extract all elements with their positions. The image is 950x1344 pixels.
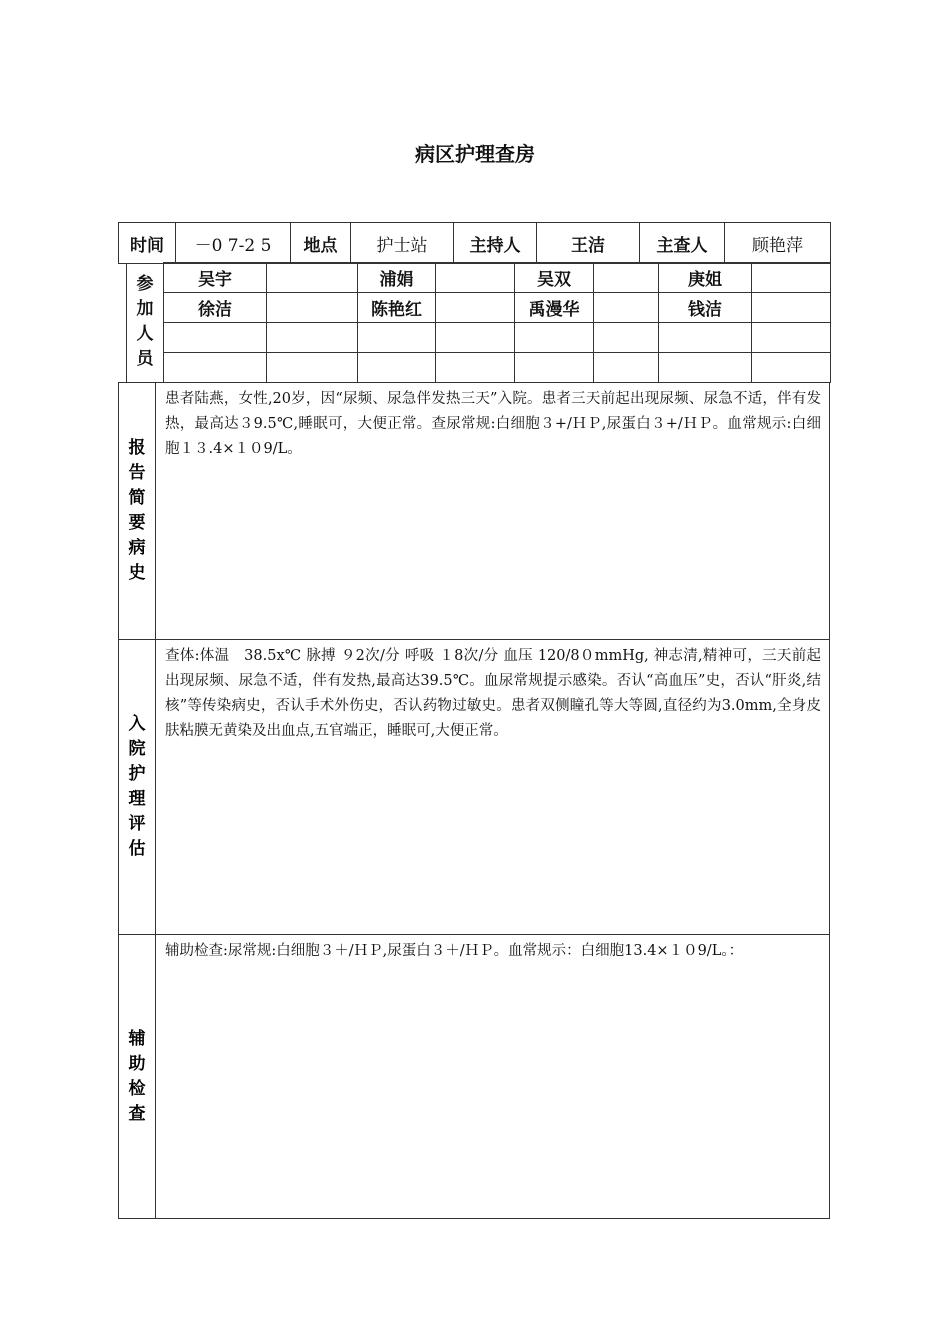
auxiliary-label-cell	[119, 935, 156, 1218]
participants-label-cell	[127, 263, 164, 383]
participant-name: 禹漫华	[515, 293, 594, 323]
inspector-value: 顾艳萍	[725, 223, 831, 264]
assessment-label-cell	[119, 640, 156, 934]
page-title: 病区护理查房	[415, 142, 535, 166]
assessment-label: 入院护理评估	[128, 714, 146, 859]
auxiliary-text: 辅助检查:尿常规:白细胞３＋/ＨＰ,尿蛋白３＋/ＨＰ。血常规示：白细胞13.4×１０9/L。：	[165, 943, 744, 959]
time-label: 时间	[119, 223, 176, 264]
history-text: 患者陆燕，女性,20岁，因“尿频、尿急伴发热三天”入院。患者三天前起出现尿频、尿急不适，伴有发热，最高达３9.5℃,睡眠可，大便正常。查尿常规:白细胞３+/ＨＰ,尿蛋白３+/ＨＰ。血常规示:白细胞１３.4×１０9/L。	[165, 391, 821, 457]
assessment-text: 查体:体温 38.5x℃ 脉搏 ９2次/分 呼吸 １8次/分 血压 120/8０mmHg, 神志清,精神可，三天前起出现尿频、尿急不适，伴有发热,最高达39.5℃。血尿常规提示感染。否认“高血压”史，否认“肝炎,结核”等传染病史，否认手术外伤史，否认药物过敏史。患者双侧瞳孔等大等圆,直径约为3.0mm,全身皮肤粘膜无黄染及出血点,五官端正，睡眠可,大便正常。	[165, 648, 821, 739]
assessment-section	[118, 639, 830, 935]
participant-name: 吴宇	[164, 263, 267, 293]
place-label: 地点	[291, 223, 351, 264]
auxiliary-section	[118, 934, 830, 1219]
participants-label: 参加人员	[136, 274, 154, 370]
participant-name: 陈艳红	[358, 293, 436, 323]
history-label-cell	[119, 383, 156, 639]
header-table	[118, 222, 831, 264]
host-label: 主持人	[454, 223, 537, 264]
host-value: 王洁	[537, 223, 640, 264]
history-section	[118, 382, 830, 640]
time-value: －0 7-2 5	[176, 223, 291, 264]
participants-table	[126, 262, 831, 383]
inspector-label: 主查人	[640, 223, 725, 264]
participant-name: 浦娟	[358, 263, 436, 293]
participant-name: 钱洁	[659, 293, 752, 323]
place-value: 护士站	[351, 223, 454, 264]
auxiliary-label: 辅助检查	[128, 1028, 146, 1124]
participant-name: 庚姐	[659, 263, 752, 293]
history-label: 报告简要病史	[128, 438, 146, 583]
participant-name: 吴双	[515, 263, 594, 293]
participant-name: 徐洁	[164, 293, 267, 323]
